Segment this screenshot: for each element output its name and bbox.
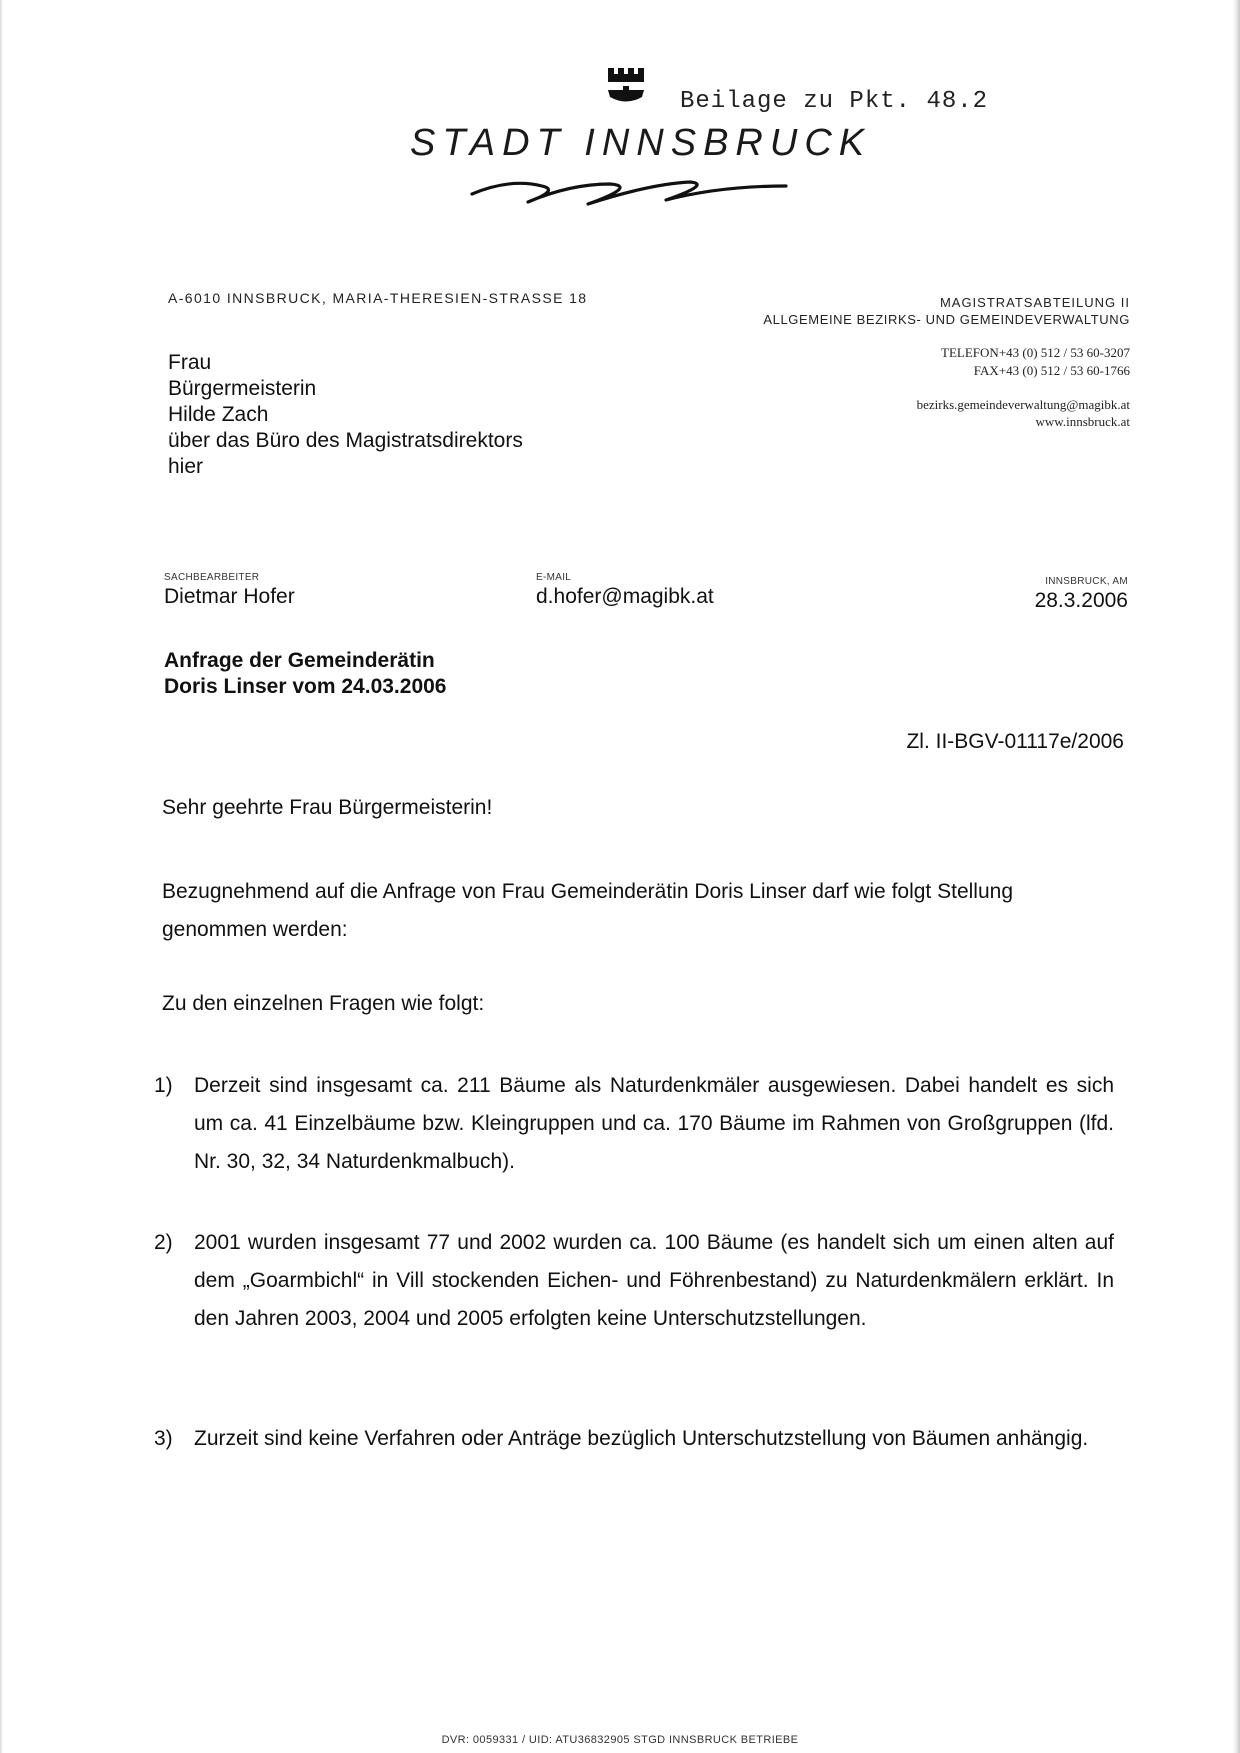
scan-edge-left (0, 0, 3, 1753)
city-coat-of-arms-icon (606, 66, 646, 106)
salutation: Sehr geehrte Frau Bürgermeisterin! (162, 796, 493, 819)
department-phone: TELEFON+43 (0) 512 / 53 60-3207 (941, 345, 1130, 360)
answer-item (154, 1420, 1114, 1500)
answer-text: Zurzeit sind keine Verfahren oder Anträge bezüglich Unterschutzstellung von Bäumen anhängig. (194, 1427, 1089, 1450)
recipient-block (168, 350, 523, 480)
recipient-line: über das Büro des Magistratsdirektors (168, 429, 523, 452)
email-block (536, 572, 714, 609)
answer-item (154, 1224, 1114, 1384)
department-email: bezirks.gemeindeverwaltung@magibk.at (916, 397, 1130, 412)
subject-line: Anfrage der Gemeinderätin (164, 649, 435, 672)
subject-line: Doris Linser vom 24.03.2006 (164, 675, 447, 698)
attachment-note: Beilage zu Pkt. 48.2 (680, 88, 989, 115)
recipient-line: Bürgermeisterin (168, 377, 317, 400)
recipient-line: Frau (168, 351, 212, 374)
scan-edge-right (1232, 0, 1240, 1753)
lead-paragraph: Zu den einzelnen Fragen wie folgt: (162, 992, 485, 1015)
intro-paragraph: Bezugnehmend auf die Anfrage von Frau Gemeinderätin Doris Linser darf wie folgt Stellung genommen werden: (162, 880, 1013, 941)
date-label: INNSBRUCK, AM (1045, 576, 1128, 587)
answer-number: 3) (154, 1427, 173, 1450)
department-block (763, 294, 1130, 328)
answer-number: 2) (154, 1231, 173, 1254)
city-name: STADT INNSBRUCK (410, 122, 872, 164)
answer-item (154, 1067, 1114, 1187)
subject (164, 648, 447, 700)
department-name: MAGISTRATSABTEILUNG II (939, 295, 1130, 310)
department-contact (941, 344, 1130, 380)
department-online (917, 396, 1130, 430)
answer-text: Derzeit sind insgesamt ca. 211 Bäume als Naturdenkmäler ausgewiesen. Dabei handelt es sich um ca. 41 Einzelbäume bzw. Kleingruppen und ca. 170 Bäume im Rahmen von Großgruppen (lfd. Nr. 30, 32, 34 Naturdenkmalbuch). (194, 1074, 1114, 1173)
sender-address: A-6010 INNSBRUCK, MARIA-THERESIEN-STRASSE 18 (168, 290, 588, 306)
recipient-line: Hilde Zach (168, 403, 269, 426)
email-label: E-MAIL (536, 572, 572, 583)
letterhead-swoosh (470, 170, 790, 210)
department-website: www.innsbruck.at (1035, 414, 1130, 429)
letter-date: 28.3.2006 (1034, 589, 1128, 612)
clerk-block (164, 572, 295, 609)
date-block (1035, 576, 1128, 613)
footer-registry: DVR: 0059331 / UID: ATU36832905 STGD INNSBRUCK BETRIEBE (441, 1734, 799, 1746)
clerk-name: Dietmar Hofer (164, 585, 295, 608)
clerk-label: SACHBEARBEITER (164, 572, 260, 583)
department-subtitle: ALLGEMEINE BEZIRKS- UND GEMEINDEVERWALTUNG (763, 312, 1130, 327)
answer-number: 1) (154, 1074, 173, 1097)
answer-text: 2001 wurden insgesamt 77 und 2002 wurden ca. 100 Bäume (es handelt sich um einen alten auf dem „Goarmbichl“ in Vill stockenden Eichen- und Föhrenbestand) zu Naturdenkmälern erklärt. In den Jahren 2003, 2004 und 2005 erfolgten keine Unterschutzstellungen. (194, 1231, 1114, 1330)
reference-number: Zl. II-BGV-01117e/2006 (906, 730, 1124, 753)
department-fax: FAX+43 (0) 512 / 53 60-1766 (973, 363, 1130, 378)
recipient-line: hier (168, 455, 204, 478)
clerk-email: d.hofer@magibk.at (536, 585, 714, 608)
